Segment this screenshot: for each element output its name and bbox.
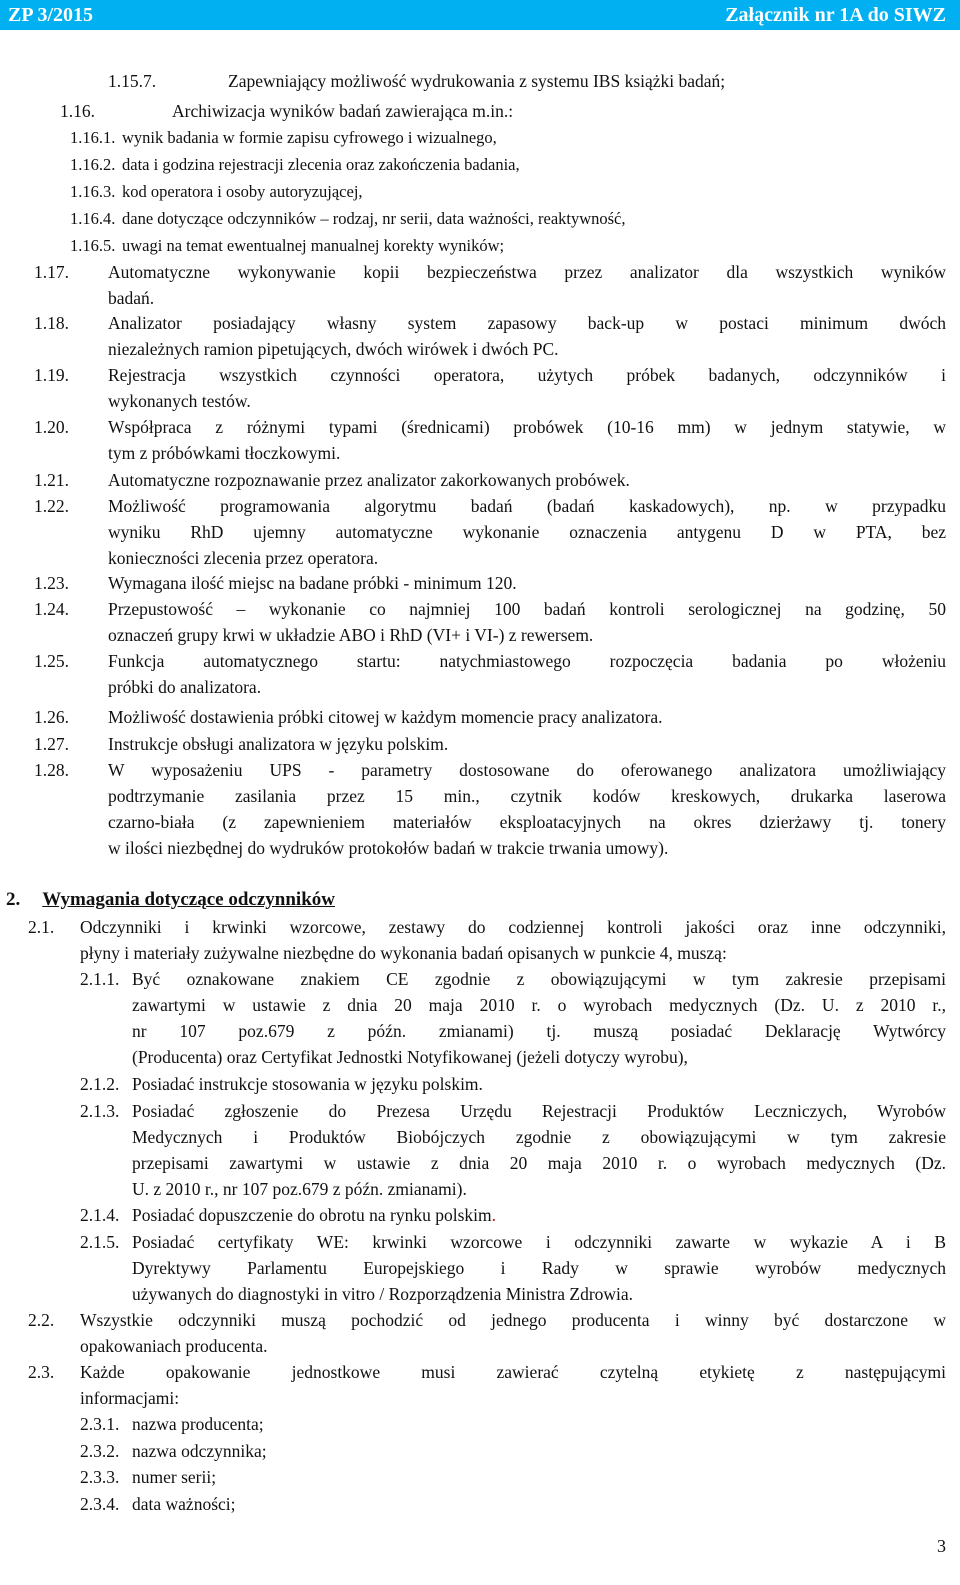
section-2-heading (6, 888, 335, 912)
requirement-item-number: 1.18. (34, 313, 69, 333)
requirement-item-text-line: niezależnych ramion pipetujących, dwóch wirówek i dwóch PC. (108, 339, 559, 359)
requirement-item-number: 1.16.1. (70, 128, 116, 147)
reagent-item-text-line: Być oznakowane znakiem CE zgodnie z obowiązującymi w tym zakresie przepisami (132, 969, 946, 989)
reagent-item-number: 2.3.1. (80, 1414, 120, 1434)
requirement-item-text-line: wyniku RhD ujemny automatyczne wykonanie oznaczenia antygenu D w PTA, bez (108, 522, 946, 542)
requirement-item-text-line: Możliwość dostawienia próbki citowej w każdym momencie pracy analizatora. (108, 707, 663, 727)
reagent-item-text-line: informacjami: (80, 1388, 180, 1408)
reagent-item-number: 2.1.4. (80, 1205, 120, 1225)
requirement-item-number: 1.23. (34, 573, 69, 593)
reagent-item-text-line: Odczynniki i krwinki wzorcowe, zestawy do codziennej kontroli jakości oraz inne odczynniki, (80, 917, 946, 937)
reagent-item-number: 2.1.5. (80, 1232, 120, 1252)
requirement-item-text-line: Archiwizacja wyników badań zawierająca m.in.: (172, 101, 514, 121)
reagent-item-text-line: Wszystkie odczynniki muszą pochodzić od jednego producenta i winny być dostarczone w (80, 1310, 946, 1330)
reagent-item-text-line: numer serii; (132, 1467, 217, 1487)
reagent-item-text-line: nr 107 poz.679 z późn. zmianami) tj. muszą posiadać Deklarację Wytwórcy (132, 1021, 946, 1041)
header-attachment-label: Załącznik nr 1A do SIWZ (725, 4, 946, 26)
requirement-item-text-line: Wymagana ilość miejsc na badane próbki - minimum 120. (108, 573, 517, 593)
reagent-item-number: 2.2. (28, 1310, 55, 1330)
requirement-item-text-line: Instrukcje obsługi analizatora w języku polskim. (108, 734, 449, 754)
requirement-item-text-line: w ilości niezbędnej do wydruków protokołów badań w trakcie trwania umowy). (108, 838, 669, 858)
reagent-item-number: 2.3.4. (80, 1494, 120, 1514)
header-tender-number: ZP 3/2015 (8, 4, 94, 26)
requirement-item-text-line: czarno-biała (z zapewnieniem materiałów eksploatacyjnych na okres dzierżawy tj. tonery (108, 812, 946, 832)
requirement-item-text-line: konieczności zlecenia przez operatora. (108, 548, 379, 568)
reagent-item-text-line: Posiadać zgłoszenie do Prezesa Urzędu Rejestracji Produktów Leczniczych, Wyrobów (132, 1101, 946, 1121)
requirement-item-text-line: oznaczeń grupy krwi w układzie ABO i RhD (VI+ i VI-) z rewersem. (108, 625, 594, 645)
requirement-item-number: 1.22. (34, 496, 69, 516)
requirement-item-text-line: badań. (108, 288, 155, 308)
requirement-item-number: 1.15.7. (108, 71, 157, 91)
reagent-item-number: 2.1.3. (80, 1101, 120, 1121)
requirement-item-text-line: tym z próbówkami tłoczkowymi. (108, 443, 341, 463)
requirement-item-text-line: data i godzina rejestracji zlecenia oraz zakończenia badania, (122, 155, 520, 174)
reagent-item-text-line: U. z 2010 r., nr 107 poz.679 z późn. zmianami). (132, 1179, 467, 1199)
reagent-item-text-line: Każde opakowanie jednostkowe musi zawierać czytelną etykietę z następującymi (80, 1362, 946, 1382)
page-number: 3 (937, 1536, 946, 1556)
page-header-bar (0, 0, 960, 30)
reagent-item-text-line: nazwa odczynnika; (132, 1441, 267, 1461)
reagent-item-text-line: data ważności; (132, 1494, 236, 1514)
requirement-item-number: 1.16.4. (70, 209, 116, 228)
reagent-item-text-line: nazwa producenta; (132, 1414, 264, 1434)
requirement-item-text-line: Przepustowość – wykonanie co najmniej 100 badań kontroli serologicznej na godzinę, 50 (108, 599, 946, 619)
requirement-item-number: 1.24. (34, 599, 69, 619)
reagent-item-text-line: opakowaniach producenta. (80, 1336, 268, 1356)
requirement-item-text-line: Rejestracja wszystkich czynności operatora, użytych próbek badanych, odczynników i (108, 365, 946, 385)
requirement-item-number: 1.28. (34, 760, 69, 780)
reagent-item-text-line: (Producenta) oraz Certyfikat Jednostki Notyfikowanej (jeżeli dotyczy wyrobu), (132, 1047, 688, 1067)
requirement-item-number: 1.19. (34, 365, 69, 385)
requirement-item-number: 1.17. (34, 262, 69, 282)
requirement-item-text-line: Zapewniający możliwość wydrukowania z systemu IBS książki badań; (228, 71, 726, 91)
requirement-item-text-line: Współpraca z różnymi typami (średnicami) probówek (10-16 mm) w jednym statywie, w (108, 417, 946, 437)
requirement-item-text-line: wykonanych testów. (108, 391, 251, 411)
reagent-item-number: 2.3.3. (80, 1467, 120, 1487)
requirement-item-text-line: Automatyczne wykonywanie kopii bezpieczeństwa przez analizator dla wszystkich wyników (108, 262, 946, 282)
requirement-item-text-line: dane dotyczące odczynników – rodzaj, nr serii, data ważności, reaktywność, (122, 209, 626, 228)
requirement-item-number: 1.27. (34, 734, 69, 754)
requirement-item-text-line: Funkcja automatycznego startu: natychmiastowego rozpoczęcia badania po włożeniu (108, 651, 946, 671)
requirement-item-text-line: Automatyczne rozpoznawanie przez analizator zakorkowanych probówek. (108, 470, 630, 490)
requirement-item-number: 1.16.2. (70, 155, 116, 174)
requirement-item-number: 1.26. (34, 707, 69, 727)
reagent-item-number: 2.1.2. (80, 1074, 120, 1094)
reagent-item-text-line: Dyrektywy Parlamentu Europejskiego i Rady w sprawie wyrobów medycznych (132, 1258, 946, 1278)
reagent-item-number: 2.3. (28, 1362, 55, 1382)
reagent-item-text-line: Posiadać certyfikaty WE: krwinki wzorcowe i odczynniki zawarte w wykazie A i B (132, 1232, 946, 1252)
reagent-item-text-line: Posiadać instrukcje stosowania w języku polskim. (132, 1074, 483, 1094)
requirement-item-text-line: podtrzymanie zasilania przez 15 min., czytnik kodów kreskowych, drukarka laserowa (108, 786, 946, 806)
requirement-item-number: 1.20. (34, 417, 69, 437)
requirement-item-text-line: wynik badania w formie zapisu cyfrowego i wizualnego, (122, 128, 497, 147)
reagent-item-number: 2.1. (28, 917, 55, 937)
reagent-item-text-line: przepisami zawartymi w ustawie z dnia 20 maja 2010 r. o wyrobach medycznych (Dz. (132, 1153, 946, 1173)
requirement-item-text-line: Możliwość programowania algorytmu badań (badań kaskadowych), np. w przypadku (108, 496, 946, 516)
requirement-item-text-line: kod operatora i osoby autoryzującej, (122, 182, 363, 201)
section-title: Wymagania dotyczące odczynników (42, 889, 335, 910)
requirement-item-text-line: uwagi na temat ewentualnej manualnej korekty wyników; (122, 236, 505, 255)
requirement-item-text-line: próbki do analizatora. (108, 677, 262, 697)
reagent-item-text-line: zawartymi w ustawie z dnia 20 maja 2010 r. o wyrobach medycznych (Dz. U. z 2010 r., (132, 995, 946, 1015)
requirement-item-number: 1.16.3. (70, 182, 116, 201)
requirement-item-number: 1.16.5. (70, 236, 116, 255)
requirement-item-number: 1.16. (60, 101, 95, 121)
reagent-item-text-line: Posiadać dopuszczenie do obrotu na rynku polskim. (132, 1205, 497, 1225)
reagent-item-text-line: Medycznych i Produktów Biobójczych zgodnie z obowiązującymi w tym zakresie (132, 1127, 946, 1147)
requirement-item-text-line: W wyposażeniu UPS - parametry dostosowane do oferowanego analizatora umożliwiający (108, 760, 946, 780)
section-number: 2. (6, 889, 21, 910)
reagent-item-number: 2.1.1. (80, 969, 120, 989)
requirement-item-text-line: Analizator posiadający własny system zapasowy back-up w postaci minimum dwóch (108, 313, 946, 333)
requirement-item-number: 1.25. (34, 651, 69, 671)
reagent-item-text-line: używanych do diagnostyki in vitro / Rozporządzenia Ministra Zdrowia. (132, 1284, 634, 1304)
reagent-item-number: 2.3.2. (80, 1441, 120, 1461)
reagent-item-text-line: płyny i materiały zużywalne niezbędne do wykonania badań opisanych w punkcie 4, muszą: (80, 943, 727, 963)
requirement-item-number: 1.21. (34, 470, 69, 490)
